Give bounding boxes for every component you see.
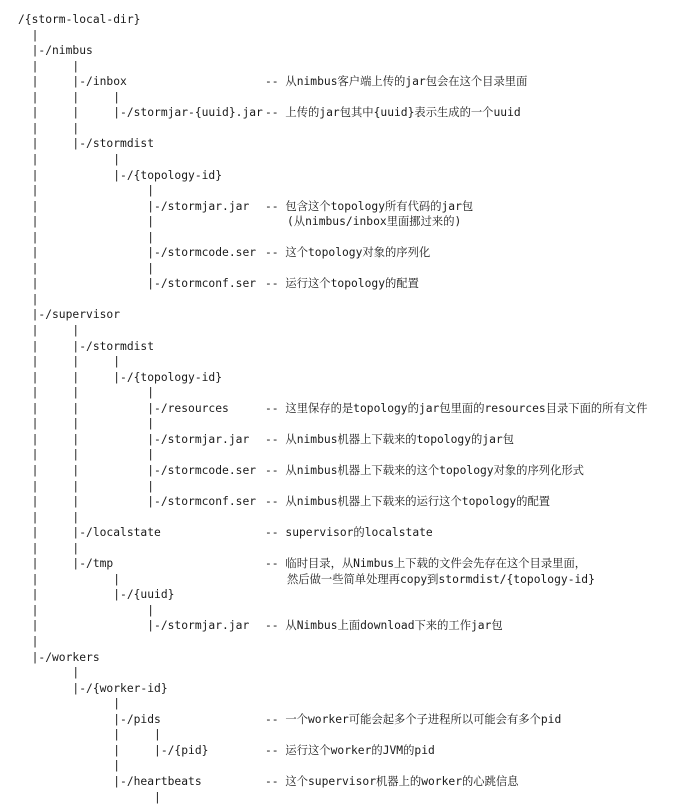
tree-line: | |-/{pid} <box>18 743 209 757</box>
tree-comment: -- 一个worker可能会起多个子进程所以可能会有多个pid <box>265 712 562 726</box>
tree-line: | | <box>18 728 161 742</box>
tree-line: | |-/stormcode.ser <box>18 246 257 260</box>
tree-comment: 然后做一些简单处理再copy到stormdist/{topology-id} <box>287 572 595 586</box>
tree-line: | <box>18 635 39 648</box>
tree-comment: (从nimbus/inbox里面挪过来的) <box>287 215 462 229</box>
tree-line: | | | <box>18 355 121 369</box>
tree-line: | <box>18 697 121 711</box>
tree-line: | <box>18 759 121 773</box>
tree-line: | | <box>18 215 155 229</box>
tree-line: | |-/localstate <box>18 526 161 540</box>
tree-line: | |-/{topology-id} <box>18 168 223 182</box>
tree-comment: -- 从nimbus机器上下载来的topology的jar包 <box>265 432 514 446</box>
tree-line: | | | <box>18 417 155 431</box>
tree-line: | | <box>18 121 80 135</box>
tree-line: | |-/inbox <box>18 75 127 89</box>
tree-line: | | <box>18 572 121 586</box>
tree-line: | | | <box>18 479 155 493</box>
tree-line: | |-/stormdist <box>18 137 155 151</box>
tree-line: | | |-/stormconf.ser <box>18 495 257 509</box>
tree-line: | | <box>18 541 80 555</box>
tree-line: | | |-/stormjar.jar <box>18 432 250 446</box>
tree-line: | <box>18 28 39 42</box>
tree-line: | | <box>18 324 80 337</box>
tree-line: | | | <box>18 90 121 104</box>
tree-line: | |-/{uuid} <box>18 588 175 602</box>
tree-comment: -- 上传的jar包其中{uuid}表示生成的一个uuid <box>265 106 521 120</box>
tree-line: | <box>18 292 39 306</box>
tree-line: | |-/stormjar.jar <box>18 619 250 633</box>
tree-comment: -- 包含这个topology所有代码的jar包 <box>265 199 474 213</box>
tree-line: | | | <box>18 448 155 462</box>
tree-line: | | <box>18 152 121 166</box>
tree-comment: -- 临时目录，从Nimbus上下载的文件会先存在这个目录里面， <box>265 557 587 571</box>
tree-line: | |-/stormjar.jar <box>18 199 250 213</box>
tree-line: | | | <box>18 386 155 400</box>
tree-line: | | <box>18 510 80 524</box>
tree-line: | | <box>18 184 155 198</box>
tree-line: | |-/stormconf.ser <box>18 277 257 291</box>
tree-line: /{storm-local-dir} <box>18 13 141 26</box>
tree-line: | |-/tmp <box>18 557 114 571</box>
tree-line: | |-/stormdist <box>18 339 155 353</box>
tree-line: | | |-/{topology-id} <box>18 370 223 384</box>
tree-line: | | |-/stormcode.ser <box>18 463 257 477</box>
tree-line: | <box>18 666 80 680</box>
tree-comment: -- 从nimbus机器上下载来的这个topology对象的序列化形式 <box>265 463 584 477</box>
tree-line: |-/heartbeats <box>18 774 202 788</box>
tree-line: | <box>18 790 161 804</box>
tree-line: | | <box>18 603 155 617</box>
tree-comment: -- supervisor的localstate <box>265 526 433 540</box>
tree-line: |-/workers <box>18 650 100 664</box>
tree-line: | | <box>18 230 155 244</box>
tree-line: | | |-/resources <box>18 401 229 415</box>
tree-line: | | <box>18 59 80 73</box>
tree-line: | | <box>18 261 155 275</box>
tree-comment: -- 这里保存的是topology的jar包里面的resources目录下面的所有文件 <box>265 401 648 415</box>
tree-comment: -- 从nimbus机器上下载来的运行这个topology的配置 <box>265 495 551 509</box>
tree-line: |-/nimbus <box>18 44 93 58</box>
tree-comment: -- 这个topology对象的序列化 <box>265 246 431 260</box>
tree-comment: -- 从nimbus客户端上传的jar包会在这个目录里面 <box>265 75 528 89</box>
tree-line: |-/pids <box>18 712 161 726</box>
tree-comment: -- 运行这个topology的配置 <box>265 277 419 291</box>
tree-comment: -- 这个supervisor机器上的worker的心跳信息 <box>265 774 519 788</box>
tree-line: | | |-/stormjar-{uuid}.jar <box>18 106 263 120</box>
tree-line: |-/supervisor <box>18 308 121 322</box>
tree-comment: -- 从Nimbus上面download下来的工作jar包 <box>265 619 503 633</box>
tree-comment: -- 运行这个worker的JVM的pid <box>265 743 435 757</box>
tree-line: |-/{worker-id} <box>18 681 168 695</box>
